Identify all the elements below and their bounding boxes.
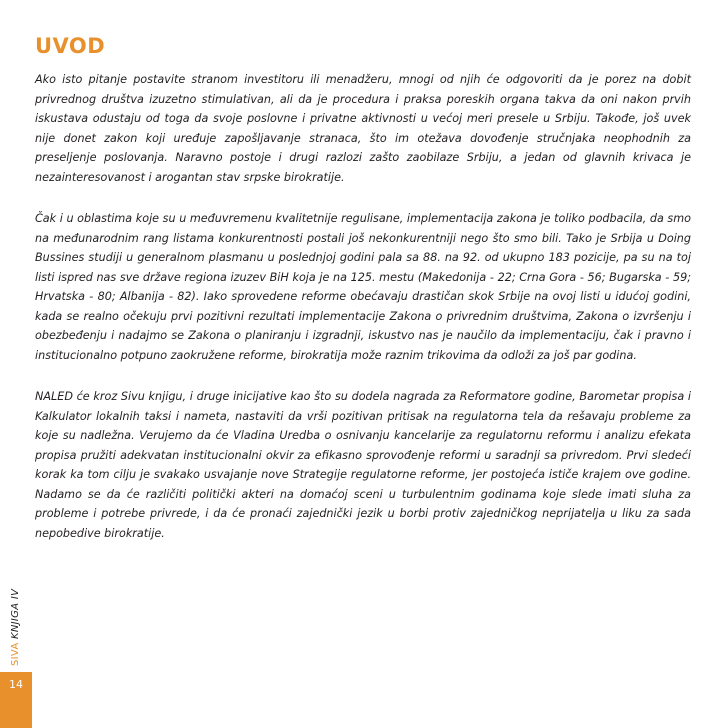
side-label-siva: SIVA bbox=[10, 642, 21, 666]
page-number-tab bbox=[0, 672, 32, 728]
side-running-title bbox=[10, 589, 21, 666]
paragraph-1: Ako isto pitanje postavite stranom investitoru ili menadžeru, mnogi od njih će odgovoriti da je porez na dobit privrednog društva izuzetno stimulativan, ali da je procedura i praksa poreskih organa takva da oni nakon prvih iskustava odustaju od toga da svoje poslovne i privatne aktivnosti u većoj meri presele u Srbiju. Takođe, još uvek nije donet zakon koji uređuje zapošljavanje stranaca, što im otežava dovođenje stručnjaka neophodnih za preseljenje poslovanja. Naravno postoje i drugi razlozi zašto zaobilaze Srbiju, a jedan od glavnih krivaca je nezainteresovanost i arogantan stav srpske birokratije. bbox=[35, 73, 691, 184]
page-title: UVOD bbox=[35, 34, 106, 58]
paragraph-2: Čak i u oblastima koje su u međuvremenu kvalitetnije regulisane, implementacija zakona je toliko podbacila, da smo na međunarodnim rang listama konkurentnosti postali još nekonkurentniji nego što smo bili. Tako je Srbija u Doing Bussines studiji u generalnom plasmanu u poslednjoj godini pala sa 88. na 92. od ukupno 183 pozicije, pa su na toj listi ispred nas sve države regiona izuzev BiH koja je na 125. mestu (Makedonija - 22; Crna Gora - 56; Bugarska - 59; Hrvatska - 80; Albanija - 82). Iako sprovedene reforme obećavaju drastičan skok Srbije na ovoj listi u idućoj godini, kada se realno očekuju prvi pozitivni rezultati implementacije Zakona o privrednim društvima, Zakona o izvršenju i obezbeđenju i nadajmo se Zakona o planiranju i izgradnji, iskustvo nas je naučilo da implementaciju, čak i pravno i institucionalno potpuno zaokružene reforme, birokratija može raznim trikovima da odloži za još par godina. bbox=[35, 212, 691, 362]
side-label-knjiga: KNJIGA IV bbox=[10, 588, 21, 639]
page-number: 14 bbox=[9, 678, 23, 691]
paragraph-3: NALED će kroz Sivu knjigu, i druge inicijative kao što su dodela nagrada za Reformatore godine, Barometar propisa i Kalkulator lokalnih taksi i nameta, nastaviti da vrši pozitivan pritisak na regulatorna tela da rešavaju probleme za koje su nadležna. Verujemo da će Vladina Uredba o osnivanju kancelarije za regulatornu reformu i analizu efekata propisa pružiti adekvatan institucionalni okvir za efikasno sprovođenje reformi u saradnji sa privredom. Prvi sledeći korak ka tom cilju je svakako usvajanje nove Strategije regulatorne reforme, jer postojeća ističe krajem ove godine. Nadamo se da će različiti politički akteri na domaćoj sceni u turbulentnim godinama koje slede imati sluha za probleme i potrebe privrede, i da će pronaći zajednički jezik u borbi protiv zajedničkog neprijatelja u liku za sada nepobedive birokratije. bbox=[35, 390, 691, 540]
body-text bbox=[35, 70, 691, 565]
